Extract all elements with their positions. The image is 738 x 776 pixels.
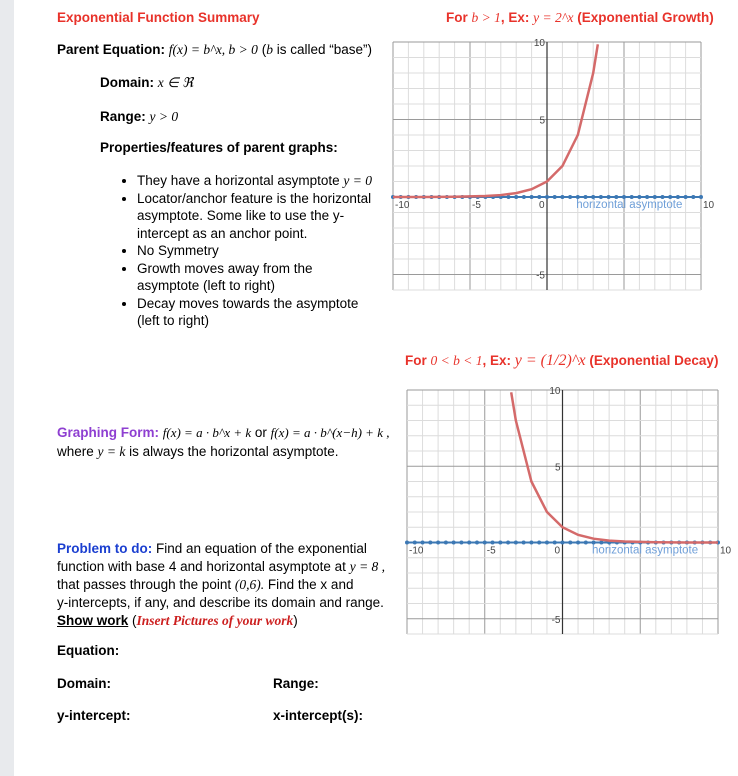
document-title: Exponential Function Summary xyxy=(57,10,260,25)
x-intercepts-label: x-intercept(s): xyxy=(273,708,364,723)
decay-graph xyxy=(397,388,730,636)
asymptote-point xyxy=(491,541,495,545)
show-work: Show work xyxy=(57,613,129,628)
asymptote-point xyxy=(545,195,549,199)
x-tick-label: -5 xyxy=(486,545,496,557)
asymptote-point xyxy=(576,541,580,545)
properties-heading: Properties/features of parent graphs: xyxy=(100,140,338,155)
graphing-form-line xyxy=(57,425,389,441)
asymptote-point xyxy=(584,541,588,545)
asymptote-point xyxy=(421,541,425,545)
asymptote-point xyxy=(506,541,510,545)
list-item: • They have a horizontal asymptote y = 0 xyxy=(137,172,377,190)
properties-list xyxy=(100,172,377,330)
domain-label: Domain: xyxy=(100,75,154,90)
list-item: • No Symmetry xyxy=(137,242,377,260)
asymptote-point xyxy=(436,541,440,545)
x-tick-label: -10 xyxy=(409,545,424,557)
range-line xyxy=(100,109,178,125)
domain-line xyxy=(100,75,193,91)
graphing-form-label: Graphing Form: xyxy=(57,425,159,440)
x-tick-label: 0 xyxy=(554,545,561,557)
domain-answer-label: Domain: xyxy=(57,676,111,691)
problem-label: Problem to do: xyxy=(57,541,153,556)
graphing-form-eq2: f(x) = a · b^(x−h) + k , xyxy=(270,425,390,440)
parent-equation-label: Parent Equation: xyxy=(57,42,166,57)
asymptote-point xyxy=(514,195,518,199)
asymptote-point xyxy=(522,195,526,199)
asymptote-point xyxy=(514,541,518,545)
parent-equation: f(x) = b^x, b > 0 xyxy=(168,42,258,57)
x-tick-label: 0 xyxy=(539,200,545,211)
asymptote-point xyxy=(459,541,463,545)
asymptote-point xyxy=(545,541,549,545)
asymptote-point xyxy=(475,541,479,545)
parent-equation-line xyxy=(57,42,372,58)
x-tick-label: -5 xyxy=(472,200,481,211)
list-item: • Growth moves away from the asymptote (left to right) xyxy=(137,260,377,295)
x-tick-label: 10 xyxy=(720,545,732,557)
asymptote-point xyxy=(537,541,541,545)
asymptote-point xyxy=(691,195,695,199)
base-note: is called “base”) xyxy=(272,42,372,57)
asymptote-point xyxy=(413,541,417,545)
y-tick-label: 10 xyxy=(533,38,545,49)
graph2-title: For 0 < b < 1, Ex: y = (1/2)^x (Exponential Decay) xyxy=(405,352,719,369)
asymptote-point xyxy=(568,195,572,199)
asymptote-point xyxy=(444,541,448,545)
asymptote-point xyxy=(560,195,564,199)
graphing-form-or: or xyxy=(254,425,267,440)
graphing-form-eq1: f(x) = a · b^x + k xyxy=(162,425,252,440)
asymptote-point xyxy=(561,541,565,545)
y-tick-label: -5 xyxy=(536,270,545,282)
asymptote-point xyxy=(530,195,534,199)
equation-label: Equation: xyxy=(57,643,120,658)
asymptote-point xyxy=(522,541,526,545)
base-note-open: ( xyxy=(261,42,267,57)
base-note-var: b xyxy=(266,42,273,57)
range-label: Range: xyxy=(100,109,146,124)
asymptote-point xyxy=(405,541,409,545)
y-tick-label: 10 xyxy=(549,386,561,397)
x-tick-label: -10 xyxy=(395,200,410,211)
graphing-form-where: where y = k is always the horizontal asymptote. xyxy=(57,444,339,459)
asymptote-point xyxy=(553,195,557,199)
x-tick-label: 10 xyxy=(703,200,715,211)
problem-block: Problem to do: Find an equation of the exponential function with base 4 and horizontal asymptote at y = 8 , that passes through the point (0,6). Find the x and y-intercepts, if any, and describe its domain and range. Show work (Insert Pictures of your work) xyxy=(57,541,386,628)
y-tick-label: -5 xyxy=(551,614,561,626)
asymptote-point xyxy=(467,541,471,545)
range-answer-label: Range: xyxy=(273,676,319,691)
graph1-title: For b > 1, Ex: y = 2^x (Exponential Growth) xyxy=(446,10,714,25)
asymptote-point xyxy=(507,195,511,199)
list-item: • Decay moves towards the asymptote (left to right) xyxy=(137,295,377,330)
asymptote-point xyxy=(498,541,502,545)
asymptote-point xyxy=(537,195,541,199)
insert-note: Insert Pictures of your work xyxy=(136,613,294,628)
asymptote-point xyxy=(568,541,572,545)
asymptote-point xyxy=(684,195,688,199)
asymptote-point xyxy=(529,541,533,545)
y-tick-label: 5 xyxy=(539,115,545,127)
range-value: y > 0 xyxy=(149,109,179,124)
asymptote-point xyxy=(428,541,432,545)
y-tick-label: 5 xyxy=(554,462,561,474)
asymptote-point xyxy=(452,541,456,545)
asymptote-point xyxy=(699,195,703,199)
domain-value: x ∈ ℜ xyxy=(157,75,194,90)
y-intercept-label: y-intercept: xyxy=(57,708,131,723)
list-item: • Locator/anchor feature is the horizontal asymptote. Some like to use the y-intercept as an anchor point. xyxy=(137,190,377,243)
asymptote-point xyxy=(483,541,487,545)
asymptote-label: horizontal asymptote xyxy=(592,544,699,557)
asymptote-point xyxy=(553,541,557,545)
asymptote-label: horizontal asymptote xyxy=(576,199,683,211)
growth-graph xyxy=(383,40,713,292)
